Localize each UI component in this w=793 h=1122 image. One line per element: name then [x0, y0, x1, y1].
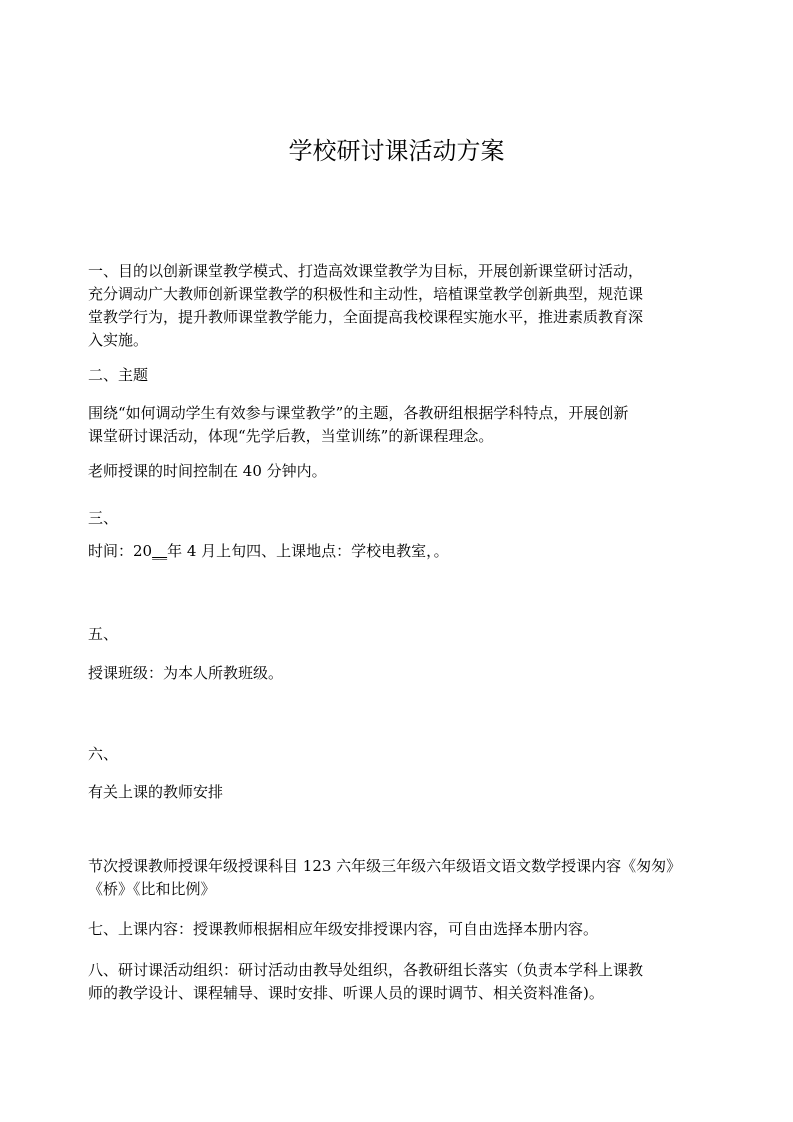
text-line: 师的教学设计、课程辅导、课时安排、听课人员的课时调节、相关资料准备)。 [88, 984, 604, 1002]
section-heading-six: 六、 [88, 745, 119, 763]
paragraph-time-location [88, 540, 706, 563]
paragraph-content: 七、上课内容：授课教师根据相应年级安排授课内容，可自由选择本册内容。 [88, 920, 599, 938]
section-heading-theme: 二、主题 [88, 366, 149, 384]
text-line: 一、目的以创新课堂教学模式、打造高效课堂教学为目标，开展创新课堂研讨活动， [88, 262, 644, 280]
text-line: 充分调动广大教师创新课堂教学的积极性和主动性，培植课堂教学创新典型，规范课 [88, 285, 644, 303]
text-line: 《桥》《比和比例》 [88, 880, 216, 898]
paragraph-class: 授课班级：为本人所教班级。 [88, 664, 284, 682]
document-title: 学校研讨课活动方案 [288, 137, 505, 165]
paragraph-organization [88, 959, 706, 1005]
paragraph-time-limit: 老师授课的时间控制在 40 分钟内。 [88, 462, 327, 480]
text-line: 堂教学行为，提升教师课堂教学能力，全面提高我校课程实施水平，推进素质教育深 [88, 308, 644, 326]
text-line: 节次授课教师授课年级授课科目 123 六年级三年级六年级语文语文数学授课内容《匆匆》 [88, 857, 682, 875]
text-line: 围绕“如何调动学生有效参与课堂教学”的主题，各教研组根据学科特点，开展创新 [88, 404, 629, 422]
paragraph-teacher-arrangement: 有关上课的教师安排 [88, 783, 224, 801]
section-heading-five: 五、 [88, 625, 119, 643]
paragraph-theme [88, 402, 706, 448]
text-line: 八、研讨课活动组织：研讨活动由教导处组织，各教研组长落实（负责本学科上课教 [88, 961, 644, 979]
text-segment: 年 4 月上旬四、上课地点：学校电教室，。 [167, 542, 449, 560]
paragraph-schedule [88, 855, 728, 901]
paragraph-purpose [88, 260, 706, 352]
text-segment: 时间：20 [88, 542, 153, 560]
blank-underline: __ [152, 542, 168, 560]
text-line: 入实施。 [88, 331, 149, 349]
text-line: 课堂研讨课活动，体现“先学后教，当堂训练”的新课程理念。 [88, 427, 494, 445]
section-heading-three: 三、 [88, 509, 119, 527]
